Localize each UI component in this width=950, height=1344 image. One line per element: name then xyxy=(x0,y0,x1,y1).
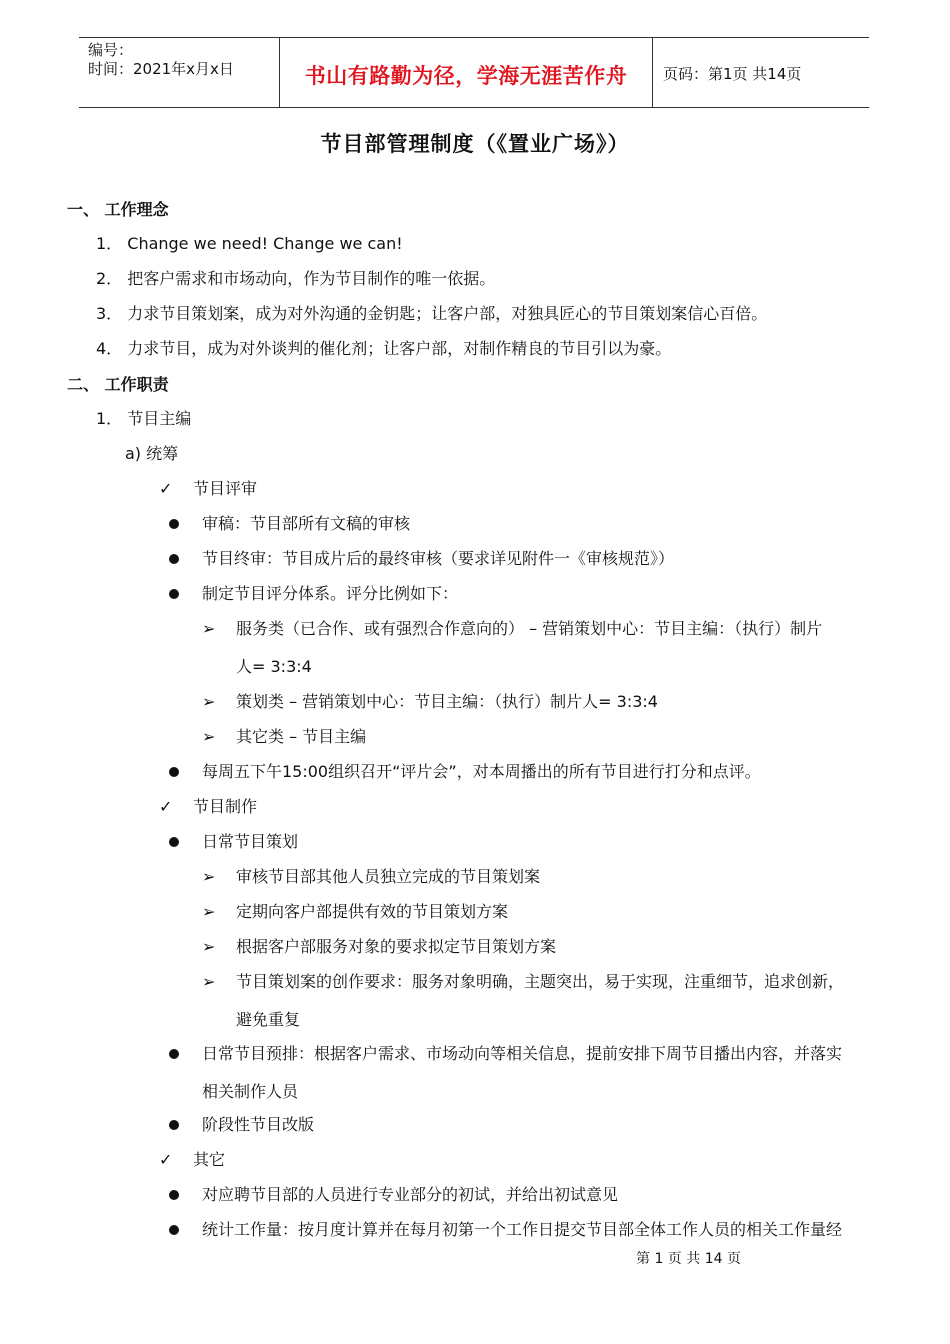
check-icon: ✓ xyxy=(159,479,173,498)
bullet-icon xyxy=(169,519,179,529)
arrow-icon: ➢ xyxy=(202,867,216,886)
list-item: 1． 节目主编 xyxy=(96,409,192,428)
check-icon: ✓ xyxy=(159,1150,173,1169)
arrow-icon: ➢ xyxy=(202,692,216,711)
arrow-icon: ➢ xyxy=(202,972,216,991)
header-center-cell xyxy=(280,38,653,107)
section2-heading: 二、 工作职责 xyxy=(67,375,169,394)
bullet-icon xyxy=(169,837,179,847)
bullet-item: 审稿：节目部所有文稿的审核 xyxy=(202,514,411,533)
list-item: 2． 把客户需求和市场动向，作为节目制作的唯一依据。 xyxy=(96,269,496,288)
check-icon: ✓ xyxy=(159,797,173,816)
bullet-item: 制定节目评分体系。评分比例如下： xyxy=(202,584,459,603)
page-info: 页码：第1页 共14页 xyxy=(663,65,802,83)
bullet-icon xyxy=(169,554,179,564)
arrow-item: 服务类（已合作、或有强烈合作意向的） – 营销策划中心：节目主编：（执行）制片 xyxy=(236,619,823,638)
arrow-item-cont: 避免重复 xyxy=(236,1010,301,1029)
sub-item: a) 统筹 xyxy=(125,444,179,463)
arrow-item: 其它类 – 节目主编 xyxy=(236,727,367,746)
arrow-icon: ➢ xyxy=(202,727,216,746)
check-item: 节目制作 xyxy=(193,797,258,816)
number-label: 编号： xyxy=(88,41,134,59)
bullet-item: 每周五下午15:00组织召开“评片会”，对本周播出的所有节目进行打分和点评。 xyxy=(202,762,761,781)
page-footer: 第 1 页 共 14 页 xyxy=(636,1251,741,1267)
bullet-item: 日常节目策划 xyxy=(202,832,299,851)
arrow-item-cont: 人= 3:3:4 xyxy=(236,657,312,676)
bullet-item: 日常节目预排：根据客户需求、市场动向等相关信息，提前安排下周节目播出内容，并落实 xyxy=(202,1044,843,1063)
bullet-icon xyxy=(169,1120,179,1130)
bullet-item: 对应聘节目部的人员进行专业部分的初试，并给出初试意见 xyxy=(202,1185,619,1204)
arrow-item: 审核节目部其他人员独立完成的节目策划案 xyxy=(236,867,541,886)
header-right-cell xyxy=(653,38,869,107)
list-item: 1． Change we need! Change we can! xyxy=(96,234,403,253)
bullet-icon xyxy=(169,1190,179,1200)
arrow-item: 根据客户部服务对象的要求拟定节目策划方案 xyxy=(236,937,557,956)
bullet-item: 阶段性节目改版 xyxy=(202,1115,315,1134)
document-title: 节目部管理制度（《置业广场》） xyxy=(320,132,630,156)
bullet-icon xyxy=(169,1225,179,1235)
arrow-icon: ➢ xyxy=(202,937,216,956)
section1-heading: 一、 工作理念 xyxy=(67,200,169,219)
list-item: 3． 力求节目策划案，成为对外沟通的金钥匙；让客户部，对独具匠心的节目策划案信心百倍。 xyxy=(96,304,768,323)
list-item: 4． 力求节目，成为对外谈判的催化剂；让客户部，对制作精良的节目引以为豪。 xyxy=(96,339,672,358)
bullet-item-cont: 相关制作人员 xyxy=(202,1082,299,1101)
check-item: 节目评审 xyxy=(193,479,258,498)
arrow-icon: ➢ xyxy=(202,902,216,921)
page-header xyxy=(79,37,869,108)
header-left-cell xyxy=(79,38,280,107)
arrow-item: 策划类 – 营销策划中心：节目主编：（执行）制片人= 3:3:4 xyxy=(236,692,658,711)
arrow-item: 定期向客户部提供有效的节目策划方案 xyxy=(236,902,509,921)
bullet-icon xyxy=(169,589,179,599)
bullet-icon xyxy=(169,1049,179,1059)
bullet-icon xyxy=(169,767,179,777)
bullet-item: 节目终审：节目成片后的最终审核（要求详见附件一《审核规范》） xyxy=(202,549,675,568)
arrow-item: 节目策划案的创作要求：服务对象明确，主题突出，易于实现，注重细节，追求创新， xyxy=(236,972,845,991)
arrow-icon: ➢ xyxy=(202,619,216,638)
bullet-item: 统计工作量：按月度计算并在每月初第一个工作日提交节目部全体工作人员的相关工作量经 xyxy=(202,1220,843,1239)
motto: 书山有路勤为径，学海无涯苦作舟 xyxy=(304,64,628,88)
check-item: 其它 xyxy=(193,1150,226,1169)
time-label: 时间：2021年x月x日 xyxy=(88,60,234,78)
